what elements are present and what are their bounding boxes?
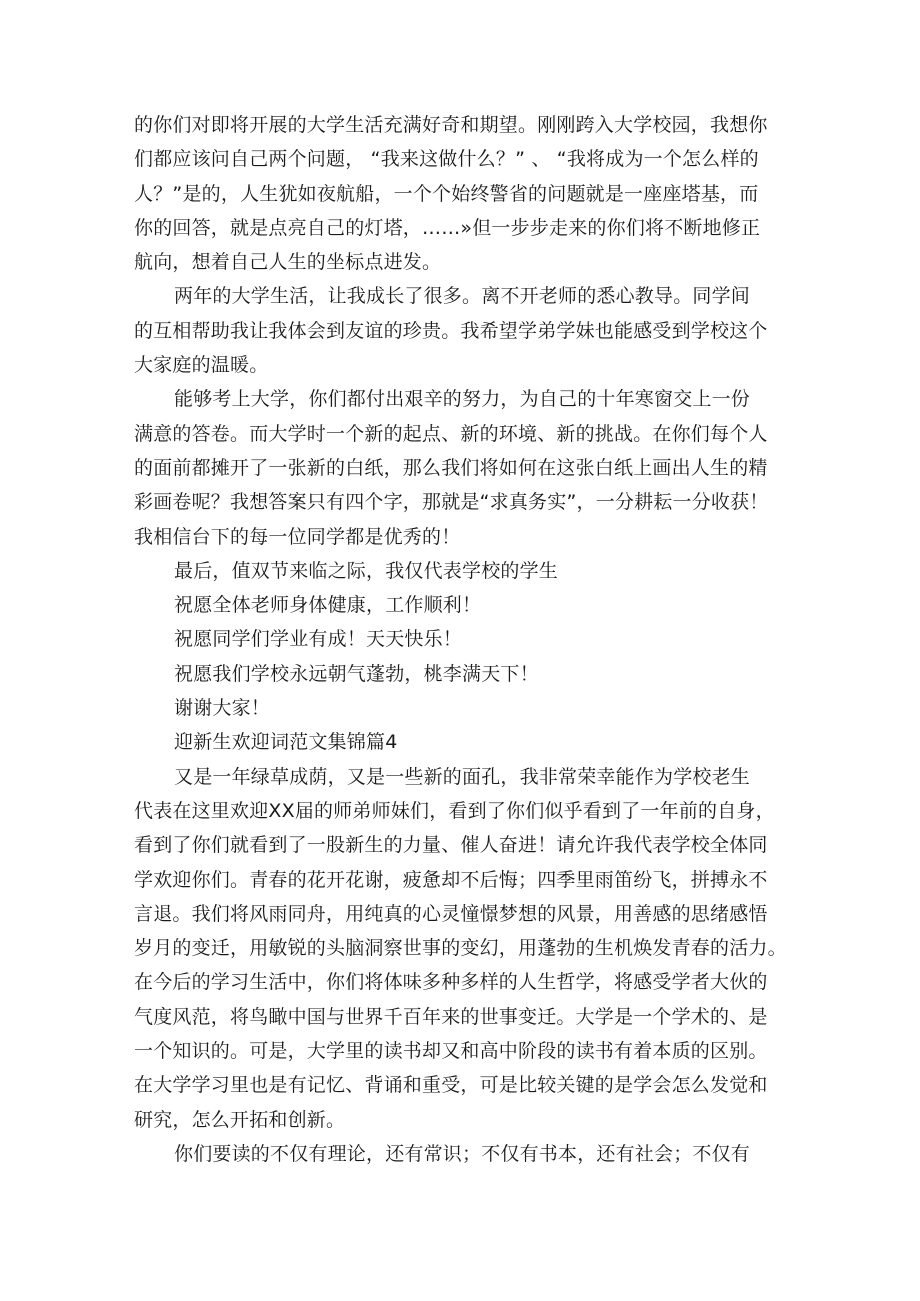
text-line: 看到了你们就看到了一股新生的力量、催人奋进！请允许我代表学校全体同 — [134, 834, 768, 857]
text-line: 在大学学习里也是有记忆、背诵和重受，可是比较关键的是学会怎么发觉和 — [134, 1074, 768, 1097]
text-line: 一个知识的。可是，大学里的读书却又和高中阶段的读书有着本质的区别。 — [134, 1040, 768, 1063]
text-line: 在今后的学习生活中，你们将体味多种多样的人生哲学，将感受学者大伙的 — [134, 971, 768, 994]
text-line: 能够考上大学，你们都付出艰辛的努力，为自己的十年寒窗交上一份 — [174, 388, 751, 411]
text-line: 的你们对即将开展的大学生活充满好奇和期望。刚刚跨入大学校园，我想你 — [134, 114, 768, 136]
text-line: 言退。我们将风雨同舟，用纯真的心灵憧憬梦想的风景，用善感的思绪感悟 — [134, 902, 768, 925]
text-line: 人？”是的，人生犹如夜航船，一个个始终警省的问题就是一座座塔基，而 — [134, 182, 759, 205]
text-line: 气度风范，将鸟瞰中国与世界千百年来的世事变迁。大学是一个学术的、是 — [134, 1005, 768, 1028]
text-line: 的面前都摊开了一张新的白纸，那么我们将如何在这张白纸上画出人生的精 — [134, 456, 768, 479]
text-line: 满意的答卷。而大学时一个新的起点、新的环境、新的挑战。在你们每个人 — [134, 422, 768, 445]
text-line: 们都应该问自己两个问题， “我来这做什么？” 、 “我将成为一个怎么样的 — [134, 148, 759, 171]
text-line: 的互相帮助我让我体会到友谊的珍贵。我希望学弟学妹也能感受到学校这个 — [134, 319, 768, 342]
text-line: 彩画卷呢？我想答案只有四个字，那就是“求真务实”，一分耕耘一分收获！ — [134, 491, 769, 514]
text-line: 研究，怎么开拓和创新。 — [134, 1108, 346, 1131]
text-line: 谢谢大家！ — [174, 697, 271, 720]
text-line: 岁月的变迁，用敏锐的头脑洞察世事的变幻，用蓬勃的生机焕发青春的活力。 — [134, 937, 787, 960]
text-line: 两年的大学生活，让我成长了很多。离不开老师的悉心教导。同学间 — [174, 285, 751, 308]
text-line: 大家庭的温暖。 — [134, 354, 269, 377]
text-line: 祝愿同学们学业有成！天天快乐！ — [174, 628, 463, 651]
text-line: 迎新生欢迎词范文集锦篇4 — [174, 731, 398, 754]
text-line: 又是一年绿草成荫，又是一些新的面孔，我非常荣幸能作为学校老生 — [174, 765, 751, 788]
text-line: 最后，值双节来临之际，我仅代表学校的学生 — [174, 559, 559, 582]
document-body — [134, 108, 794, 1171]
text-line: 代表在这里欢迎XX届的师弟师妹们，看到了你们似乎看到了一年前的自身， — [134, 799, 775, 822]
text-line: 祝愿全体老师身体健康，工作顺利！ — [174, 594, 482, 617]
text-line: 你的回答，就是点亮自己的灯塔，……»但一步步走来的你们将不断地修正 — [134, 216, 761, 239]
text-line: 航向，想着自己人生的坐标点进发。 — [134, 251, 442, 274]
text-line: 学欢迎你们。青春的花开花谢，疲惫却不后悔；四季里雨笛纷飞，拼搏永不 — [134, 868, 768, 891]
text-line: 祝愿我们学校永远朝气蓬勃，桃李满天下！ — [174, 662, 539, 685]
text-line: 你们要读的不仅有理论，还有常识；不仅有书本，还有社会；不仅有 — [174, 1142, 751, 1165]
text-line: 我相信台下的每一位同学都是优秀的！ — [134, 525, 461, 548]
